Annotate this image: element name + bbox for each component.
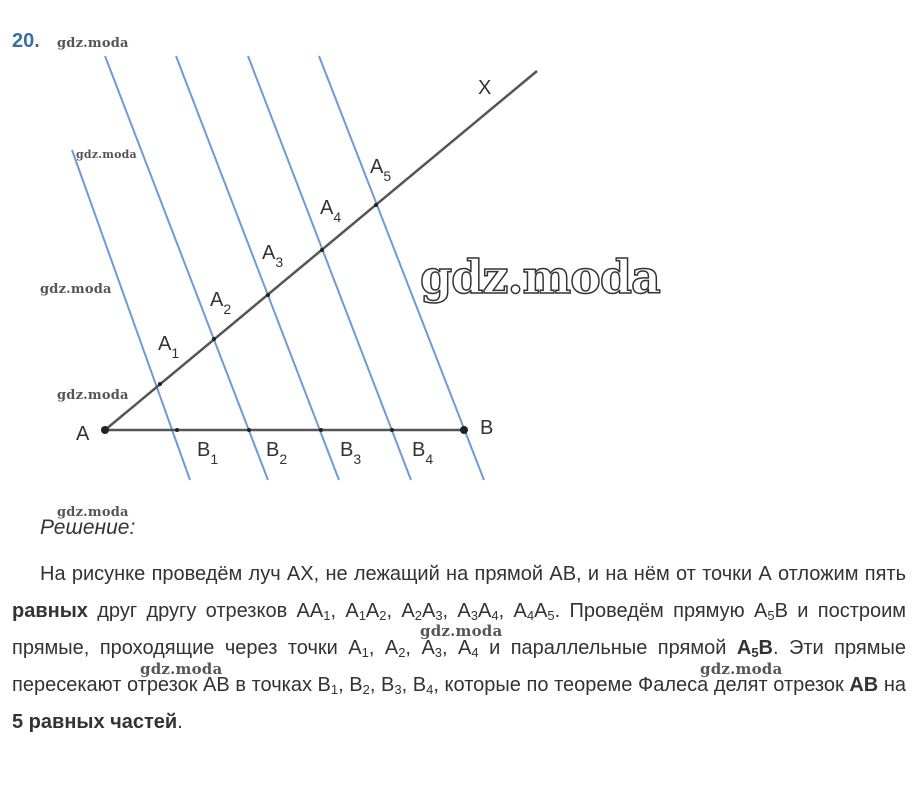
label-a5: $A_5$ xyxy=(370,156,392,184)
solution-heading: Решение: xyxy=(40,516,136,539)
point-a2 xyxy=(212,337,216,341)
parallel-line-2 xyxy=(176,56,342,480)
label-b: B xyxy=(480,417,494,439)
point-a xyxy=(101,426,109,434)
watermark: gdz.moda xyxy=(57,388,129,403)
watermark: gdz.moda xyxy=(700,660,783,678)
problem-number: 20. xyxy=(12,30,40,52)
label-a: A xyxy=(76,423,90,445)
points xyxy=(101,203,468,434)
watermark-large: gdz.moda xyxy=(420,250,660,304)
watermark: gdz.moda xyxy=(57,36,129,51)
point-a3 xyxy=(266,293,270,297)
label-a2: $A_2$ xyxy=(210,289,232,317)
watermark: gdz.moda xyxy=(40,282,112,297)
watermark: gdz.moda xyxy=(76,148,137,161)
point-b xyxy=(460,426,468,434)
label-b3: $B_3$ xyxy=(340,439,362,467)
parallel-line-3 xyxy=(248,56,411,480)
point-b1 xyxy=(175,428,179,432)
point-b3 xyxy=(319,428,323,432)
point-a1 xyxy=(158,382,162,386)
label-b4: $B_4$ xyxy=(412,439,434,467)
watermark: gdz.moda xyxy=(57,505,129,520)
point-a5 xyxy=(374,203,378,207)
label-b1: $B_1$ xyxy=(197,439,219,467)
label-a3: $A_3$ xyxy=(262,242,284,270)
solution-text: На рисунке проведём луч АХ, не лежащий на прямой АВ, и на нём от точки А отложим пять равных друг другу отрезков $АА_1$, $А_1А_2$, $А_2А_3$, $А_3А_4$, $А_4А_5$. Проведём прямую $А_5В$ и построим прямые, проходящие через точки $А_1$, $А_2$, $А_3$, $А_4$ и параллельные прямой $А_5В$. Эти прямые пересекают отрезок АВ в точках $В_1$, $В_2$, $В_3$, $В_4$, которые по теореме Фалеса делят отрезок АВ на 5 равных частей. xyxy=(12,563,907,733)
label-b2: $B_2$ xyxy=(266,439,288,467)
label-a4: $A_4$ xyxy=(320,197,342,225)
label-a1: $A_1$ xyxy=(158,333,180,361)
watermark: gdz.moda xyxy=(140,660,223,678)
point-a4 xyxy=(320,248,324,252)
label-x: X xyxy=(478,77,492,99)
point-b2 xyxy=(247,428,251,432)
point-b4 xyxy=(390,428,394,432)
watermark: gdz.moda xyxy=(420,622,503,640)
parallel-line-1 xyxy=(105,56,268,480)
